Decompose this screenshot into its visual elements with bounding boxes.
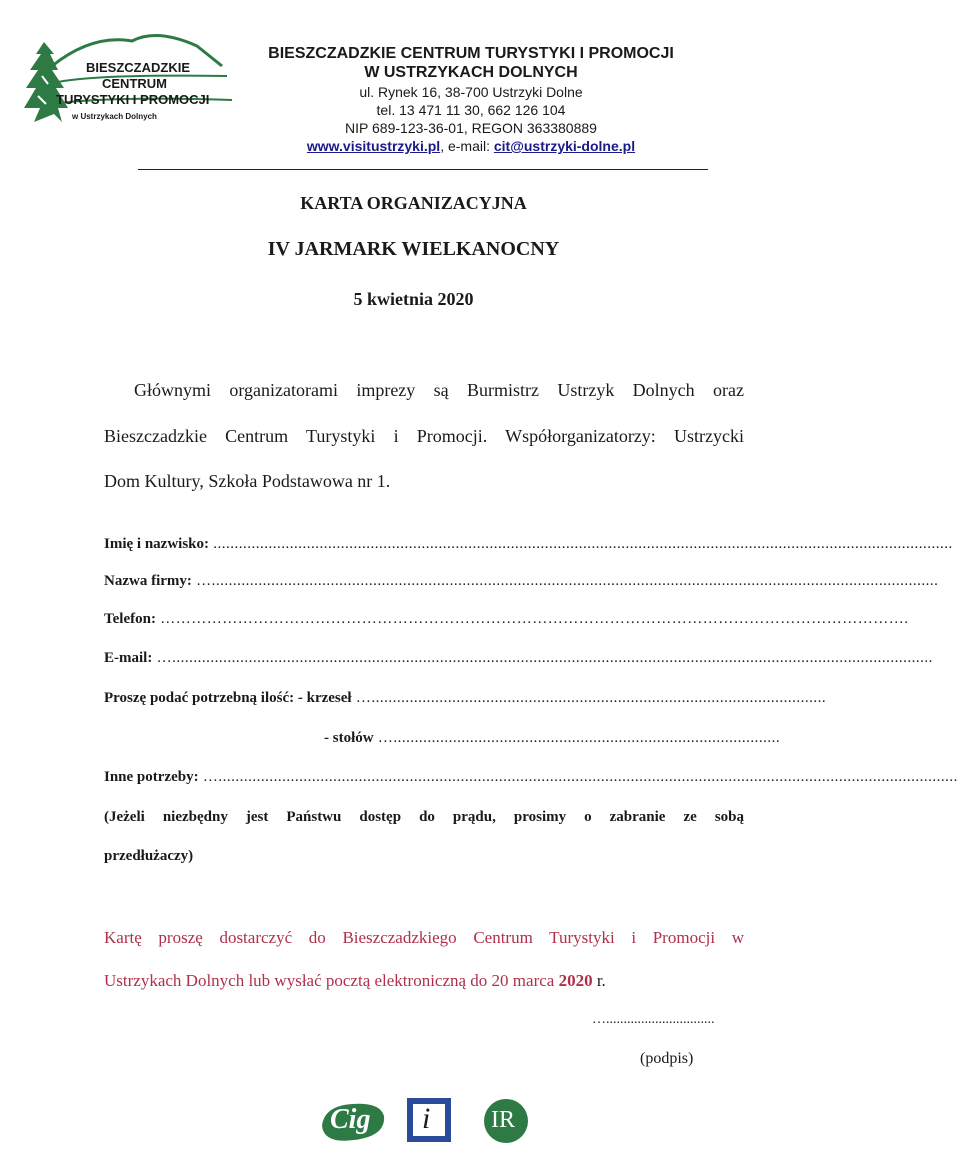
delivery-line-1: Kartę proszę dostarczyć do Bieszczadzkiego Centrum Turystyki i Promocji w [104,928,744,947]
name-input-line[interactable]: .............................................................................................................................................................................. [209,536,953,552]
other-needs-input-line[interactable]: ….............................................................................................................................................................................. [198,769,958,785]
email-input-line[interactable]: …................................................................................................................................................................................... [152,650,933,666]
intro-line-3: Dom Kultury, Szkoła Podstawowa nr 1. [104,471,391,491]
org-name-line-1: BIESZCZADZKIE CENTRUM TURYSTYKI I PROMOCJI [268,45,674,62]
logo-text-4: w Ustrzykach Dolnych [72,112,157,121]
intro-line-2: Bieszczadzkie Centrum Turystyki i Promocji. Współorganizatorzy: Ustrzycki [104,426,744,446]
email-separator: , e-mail: [440,138,494,154]
other-needs-label: Inne potrzeby: [104,769,199,785]
logo-text-3: TURYSTYKI I PROMOCJI [56,92,210,107]
org-contact-line [240,138,702,154]
chairs-field[interactable] [104,690,827,707]
delivery-line-2-text: Ustrzykach Dolnych lub wysłać pocztą elektroniczną do 20 marca [104,971,555,990]
event-date: 5 kwietnia 2020 [353,289,474,309]
info-logo-text: i [422,1102,431,1135]
org-phone: tel. 13 471 11 30, 662 126 104 [376,102,566,118]
name-field[interactable] [104,536,953,553]
event-title: IV JARMARK WIELKANOCNY [267,238,560,260]
email-field[interactable] [104,650,933,667]
header-divider [138,169,708,170]
org-address: ul. Rynek 16, 38-700 Ustrzyki Dolne [359,84,583,100]
cig-logo [318,1098,388,1144]
intro-line-1: Głównymi organizatorami imprezy są Burmistrz Ustrzyk Dolnych oraz [134,380,744,400]
org-ids: NIP 689-123-36-01, REGON 363380889 [345,120,597,136]
signature-line[interactable]: …............................... [592,1012,715,1027]
email-field-label: E-mail: [104,650,153,666]
company-field[interactable] [104,573,939,590]
ir-logo [483,1098,529,1144]
cig-logo-text: Cig [330,1104,371,1135]
signature-label: (podpis) [640,1050,694,1067]
info-logo [405,1096,453,1144]
bctip-logo [22,26,237,136]
company-label: Nazwa firmy: [104,573,192,589]
logo-text-2: CENTRUM [102,76,167,91]
phone-label: Telefon: [104,611,156,627]
chairs-input-line[interactable]: …........................................................................................................... [351,690,827,706]
ir-logo-text: IR [491,1107,515,1133]
tables-label: - stołów [324,730,374,746]
power-note-line-2: przedłużaczy) [104,848,194,864]
org-name-line-2: W USTRZYKACH DOLNYCH [364,64,578,81]
chairs-label: Proszę podać potrzebną ilość: - krzeseł [104,690,352,706]
delivery-line-2-suffix: r. [596,971,606,990]
doc-title: KARTA ORGANIZACYJNA [300,193,527,213]
power-note-line-1: (Jeżeli niezbędny jest Państwu dostęp do prądu, prosimy o zabranie ze sobą [104,809,744,825]
logo-text-1: BIESZCZADZKIE [86,60,190,75]
tables-field[interactable] [324,730,781,747]
email-link[interactable]: cit@ustrzyki-dolne.pl [493,138,636,154]
name-label: Imię i nazwisko: [104,536,209,552]
website-link[interactable]: www.visitustrzyki.pl [306,138,441,154]
tables-input-line[interactable]: …........................................................................................... [373,730,781,746]
other-needs-field[interactable] [104,769,958,786]
company-input-line[interactable]: …........................................................................................................................................................................... [191,573,939,589]
delivery-line-2 [104,958,744,1003]
phone-input-line[interactable]: ………………………………………………………………………………………………………………………………. [155,611,909,627]
phone-field[interactable] [104,611,909,628]
delivery-year: 2020 [558,971,593,990]
